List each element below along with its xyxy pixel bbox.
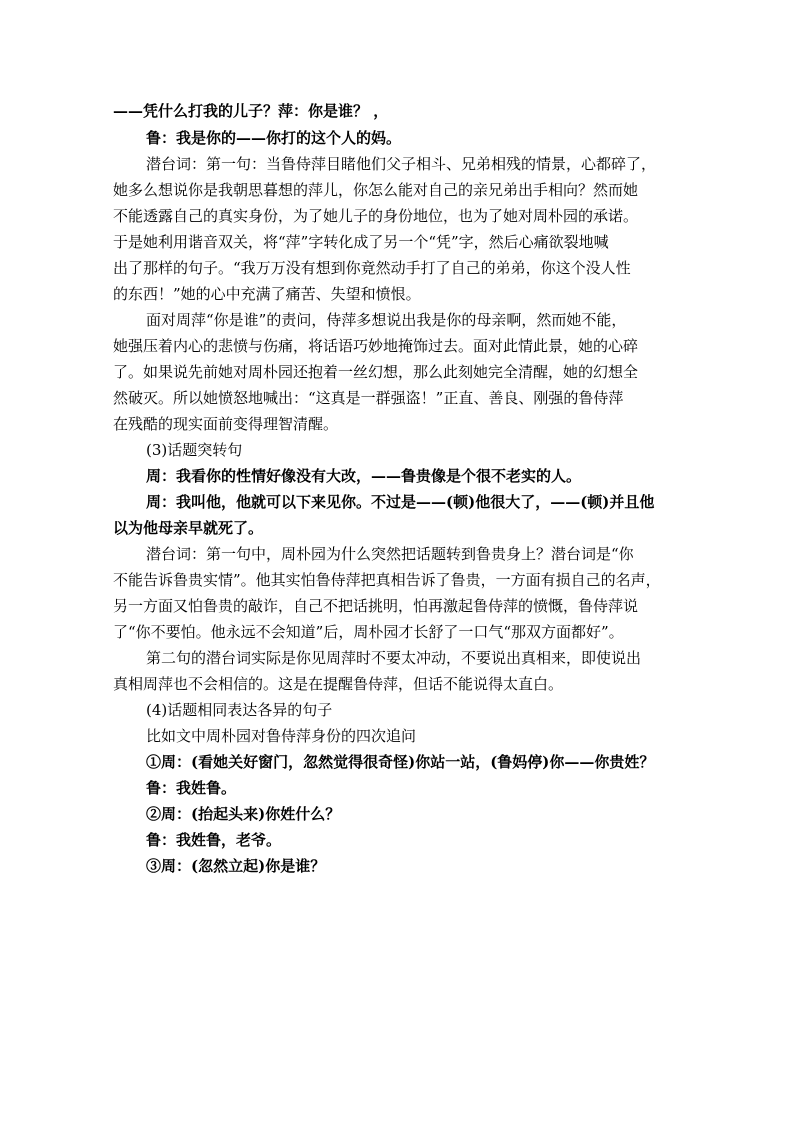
text-line: 出了那样的句子。“我万万没有想到你竟然动手打了自己的弟弟，你这个没人性	[113, 259, 631, 277]
text-line: 鲁：我姓鲁。	[146, 779, 237, 797]
text-line: 以为他母亲早就死了。	[113, 519, 264, 537]
text-line: 面对周萍“你是谁”的责问，侍萍多想说出我是你的母亲啊，然而她不能，	[146, 311, 627, 329]
text-line: ——凭什么打我的儿子？萍：你是谁？ ，	[113, 102, 389, 120]
text-line: 鲁：我是你的——你打的这个人的妈。	[146, 129, 402, 147]
text-line: 了。如果说先前她对周朴园还抱着一丝幻想，那么此刻她完全清醒，她的幻想全	[113, 363, 639, 381]
text-line: 了“你不要怕。他永远不会知道”后，周朴园才长舒了一口气“那双方面都好”。	[113, 623, 624, 641]
text-line: 不能告诉鲁贵实情”。他其实怕鲁侍萍把真相告诉了鲁贵，一方面有损自己的名声，	[113, 571, 661, 589]
text-line: 比如文中周朴园对鲁侍萍身份的四次追问	[146, 727, 417, 745]
text-line: 于是她利用谐音双关，将“萍”字转化成了另一个“凭”字，然后心痛欲裂地喊	[113, 233, 609, 251]
text-line: 潜台词：第一句中，周朴园为什么突然把话题转到鲁贵身上？潜台词是“你	[146, 545, 634, 563]
text-line: 然破灭。所以她愤怒地喊出：“这真是一群强盗！”正直、善良、刚强的鲁侍萍	[113, 389, 624, 407]
text-line: ①周：(看她关好窗门，忽然觉得很奇怪)你站一站，(鲁妈停)你——你贵姓？	[146, 753, 655, 771]
text-line: 她多么想说你是我朝思暮想的萍儿，你怎么能对自己的亲兄弟出手相向？然而她	[113, 181, 639, 199]
text-line: 第二句的潜台词实际是你见周萍时不要太冲动，不要说出真相来，即使说出	[146, 649, 642, 667]
text-line: 周：我叫他，他就可以下来见你。不过是——(顿)他很大了，——(顿)并且他	[146, 493, 655, 511]
text-line: 真相周萍也不会相信的。这是在提醒鲁侍萍，但话不能说得太直白。	[113, 675, 564, 693]
text-line: ③周：(忽然立起)你是谁？	[146, 857, 326, 875]
text-line: 不能透露自己的真实身份，为了她儿子的身份地位，也为了她对周朴园的承诺。	[113, 207, 639, 225]
text-line: 鲁：我姓鲁，老爷。	[146, 831, 282, 849]
section-heading: (3)话题突转句	[146, 441, 243, 459]
text-line: 潜台词：第一句：当鲁侍萍目睹他们父子相斗、兄弟相残的情景，心都碎了，	[146, 155, 657, 173]
text-line: 她强压着内心的悲愤与伤痛，将话语巧妙地掩饰过去。面对此情此景，她的心碎	[113, 337, 639, 355]
text-line: ②周：(抬起头来)你姓什么？	[146, 805, 341, 823]
text-line: 周：我看你的性情好像没有大改，——鲁贵像是个很不老实的人。	[146, 467, 582, 485]
text-line: 另一方面又怕鲁贵的敲诈，自己不把话挑明，怕再激起鲁侍萍的愤慨，鲁侍萍说	[113, 597, 639, 615]
section-heading: (4)话题相同表达各异的句子	[146, 701, 333, 719]
text-line: 的东西！”她的心中充满了痛苦、失望和愤恨。	[113, 285, 421, 303]
text-line: 在残酷的现实面前变得理智清醒。	[113, 415, 339, 433]
